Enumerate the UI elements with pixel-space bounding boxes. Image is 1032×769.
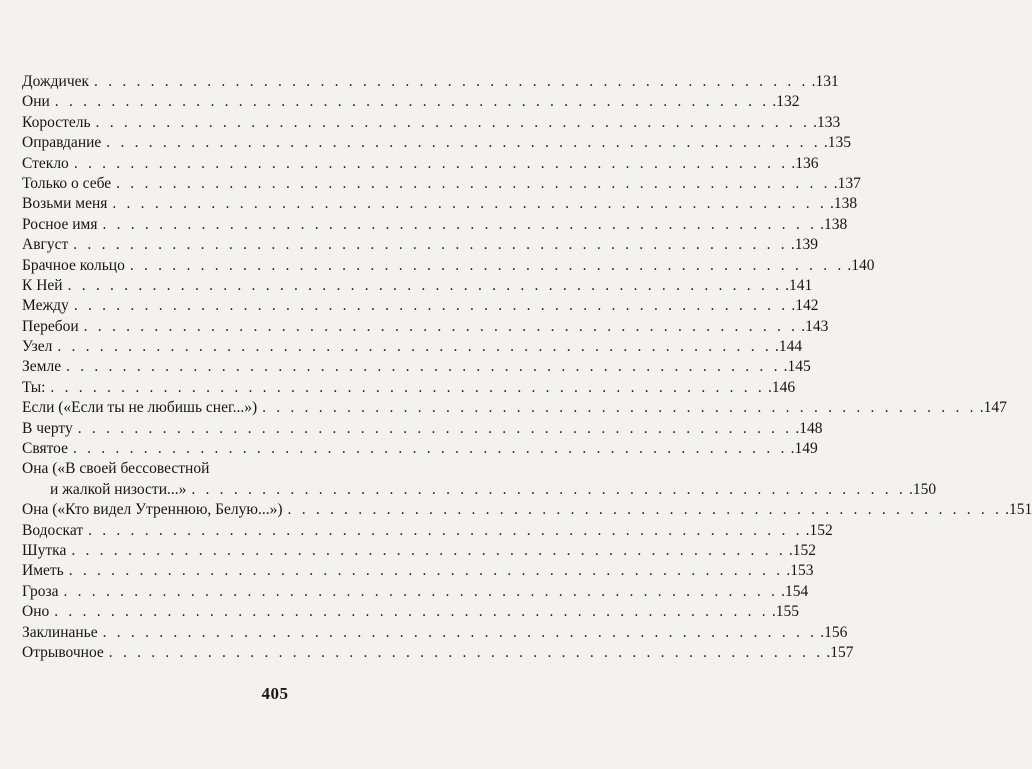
toc-leader: . . . . . . . . . . . . . . . . . . . . . . . . . . . . . . . . . . . . . . . . . . . . . . . . . . . — [54, 93, 770, 111]
toc-title: Возьми меня — [22, 195, 108, 213]
toc-entry — [22, 582, 809, 602]
toc-entry — [22, 215, 848, 235]
toc-title: Оправдание — [22, 134, 102, 152]
toc-leader: . . . . . . . . . . . . . . . . . . . . . . . . . . . . . . . . . . . . . . . . . . . . . . . . . . . — [71, 541, 786, 559]
toc-title: Узел — [22, 338, 53, 356]
toc-entry — [22, 419, 823, 439]
toc-entry — [22, 521, 833, 541]
toc-entry — [22, 378, 796, 398]
toc-title: Дождичек — [22, 73, 90, 90]
toc-title: и жалкой низости...» — [50, 480, 187, 498]
toc-entry — [22, 256, 875, 276]
toc-entry — [22, 235, 818, 255]
toc-leader: . . . . . . . . . . . . . . . . . . . . . . . . . . . . . . . . . . . . . . . . . . . . . . . . . . . — [108, 643, 824, 661]
toc-page: .157 — [826, 643, 854, 661]
table-of-contents — [22, 72, 1032, 663]
toc-entry — [22, 541, 817, 561]
page-number: 405 — [261, 684, 289, 703]
toc-leader: . . . . . . . . . . . . . . . . . . . . . . . . . . . . . . . . . . . . . . . . . . . . . . . . . . . — [83, 317, 799, 335]
toc-page: .139 — [790, 236, 818, 254]
toc-title: Только о себе — [22, 174, 112, 192]
toc-page: .132 — [772, 93, 800, 111]
toc-leader: . . . . . . . . . . . . . . . . . . . . . . . . . . . . . . . . . . . . . . . . . . . . . . . . . . . — [287, 501, 1003, 519]
toc-title: Август — [22, 236, 69, 254]
toc-leader: . . . . . . . . . . . . . . . . . . . . . . . . . . . . . . . . . . . . . . . . . . . . . . . . . . . — [50, 378, 765, 396]
toc-leader: . . . . . . . . . . . . . . . . . . . . . . . . . . . . . . . . . . . . . . . . . . . . . . . . . . . — [112, 195, 827, 213]
toc-page: .153 — [786, 562, 814, 580]
toc-page: .149 — [790, 440, 818, 458]
toc-leader: . . . . . . . . . . . . . . . . . . . . . . . . . . . . . . . . . . . . . . . . . . . . . . . . . . . — [68, 562, 784, 580]
toc-entry — [22, 276, 813, 296]
toc-title: К Ней — [22, 276, 63, 294]
toc-entry — [22, 154, 819, 174]
toc-page: .154 — [781, 582, 809, 600]
toc-page: .152 — [805, 521, 833, 539]
toc-page: .141 — [785, 276, 813, 294]
toc-title: Ты: — [22, 378, 46, 396]
toc-leader: . . . . . . . . . . . . . . . . . . . . . . . . . . . . . . . . . . . . . . . . . . . . . . . . . . . — [102, 623, 818, 641]
toc-title: Перебои — [22, 317, 79, 335]
toc-title: Если («Если ты не любишь снег...») — [22, 399, 258, 417]
toc-title: Стекло — [22, 154, 69, 172]
toc-entry — [22, 296, 819, 316]
toc-entry — [22, 561, 814, 581]
toc-page: .137 — [833, 174, 861, 192]
toc-entry — [22, 500, 1032, 520]
toc-entry-first-line — [22, 459, 460, 479]
toc-entry — [22, 643, 854, 663]
toc-title: Росное имя — [22, 215, 98, 233]
toc-leader: . . . . . . . . . . . . . . . . . . . . . . . . . . . . . . . . . . . . . . . . . . . . . . . . . . . — [77, 419, 793, 437]
toc-entry — [22, 357, 811, 377]
toc-page: .152 — [788, 541, 817, 559]
toc-page: .145 — [783, 358, 811, 376]
toc-title: Они — [22, 93, 50, 111]
toc-leader: . . . . . . . . . . . . . . . . . . . . . . . . . . . . . . . . . . . . . . . . . . . . . . . . . . . — [73, 236, 788, 254]
toc-leader: . . . . . . . . . . . . . . . . . . . . . . . . . . . . . . . . . . . . . . . . . . . . . . . . . . . — [94, 73, 809, 90]
toc-page: .133 — [813, 113, 841, 131]
toc-leader: . . . . . . . . . . . . . . . . . . . . . . . . . . . . . . . . . . . . . . . . . . . . . . . . . . . — [262, 399, 977, 417]
toc-leader: . . . . . . . . . . . . . . . . . . . . . . . . . . . . . . . . . . . . . . . . . . . . . . . . . . . — [106, 134, 821, 152]
toc-title: В черту — [22, 419, 73, 437]
toc-title: Она («Кто видел Утреннюю, Белую...») — [22, 501, 283, 519]
toc-title-line1: Она («В своей бессовестной — [22, 460, 210, 478]
toc-entry — [22, 92, 800, 112]
toc-title: Отрывочное — [22, 643, 104, 661]
toc-entry — [22, 439, 818, 459]
toc-page: .131 — [811, 73, 839, 90]
toc-leader: . . . . . . . . . . . . . . . . . . . . . . . . . . . . . . . . . . . . . . . . . . . . . . . . . . . — [116, 174, 831, 192]
toc-leader: . . . . . . . . . . . . . . . . . . . . . . . . . . . . . . . . . . . . . . . . . . . . . . . . . . . — [72, 440, 788, 458]
toc-title: Брачное кольцо — [22, 256, 125, 274]
toc-page: .143 — [801, 317, 829, 335]
toc-entry — [22, 602, 799, 622]
toc-page: .138 — [829, 195, 858, 213]
toc-leader: . . . . . . . . . . . . . . . . . . . . . . . . . . . . . . . . . . . . . . . . . . . . . . . . . . . — [129, 256, 845, 274]
toc-leader: . . . . . . . . . . . . . . . . . . . . . . . . . . . . . . . . . . . . . . . . . . . . . . . . . . . — [73, 154, 789, 172]
toc-leader: . . . . . . . . . . . . . . . . . . . . . . . . . . . . . . . . . . . . . . . . . . . . . . . . . . . — [88, 521, 803, 539]
toc-page: .140 — [847, 256, 875, 274]
toc-title: Иметь — [22, 562, 64, 580]
toc-leader: . . . . . . . . . . . . . . . . . . . . . . . . . . . . . . . . . . . . . . . . . . . . . . . . . . . — [102, 215, 818, 233]
toc-title: Коростель — [22, 113, 91, 131]
toc-title: Водоскат — [22, 521, 84, 539]
toc-entry — [22, 72, 839, 92]
toc-entry — [22, 174, 861, 194]
toc-page: .146 — [768, 378, 796, 396]
toc-page: .150 — [908, 480, 937, 498]
toc-entry — [22, 194, 858, 214]
toc-title: Святое — [22, 440, 68, 458]
toc-entry — [22, 317, 829, 337]
toc-entry — [22, 337, 803, 357]
toc-leader: . . . . . . . . . . . . . . . . . . . . . . . . . . . . . . . . . . . . . . . . . . . . . . . . . . . — [67, 276, 783, 294]
toc-title: Гроза — [22, 582, 59, 600]
toc-leader: . . . . . . . . . . . . . . . . . . . . . . . . . . . . . . . . . . . . . . . . . . . . . . . . . . . — [95, 113, 811, 131]
toc-title: Заклинанье — [22, 623, 98, 641]
toc-leader: . . . . . . . . . . . . . . . . . . . . . . . . . . . . . . . . . . . . . . . . . . . . . . . . . . . — [73, 297, 789, 315]
toc-leader: . . . . . . . . . . . . . . . . . . . . . . . . . . . . . . . . . . . . . . . . . . . . . . . . . . . — [66, 358, 781, 376]
toc-leader: . . . . . . . . . . . . . . . . . . . . . . . . . . . . . . . . . . . . . . . . . . . . . . . . . . . — [57, 338, 772, 356]
toc-page: .138 — [820, 215, 848, 233]
toc-page: .155 — [771, 603, 799, 621]
toc-page: .136 — [791, 154, 819, 172]
toc-leader: . . . . . . . . . . . . . . . . . . . . . . . . . . . . . . . . . . . . . . . . . . . . . . . . . . . — [63, 582, 779, 600]
toc-title: Шутка — [22, 541, 67, 559]
toc-entry — [22, 133, 851, 153]
toc-title: Оно — [22, 603, 50, 621]
toc-page: .151 — [1005, 501, 1032, 519]
toc-title: Земле — [22, 358, 62, 376]
toc-page: .135 — [823, 134, 851, 152]
toc-page: .148 — [795, 419, 823, 437]
toc-page: .156 — [820, 623, 848, 641]
toc-entry — [22, 623, 848, 643]
toc-page: .144 — [774, 338, 803, 356]
toc-title: Между — [22, 297, 69, 315]
toc-leader: . . . . . . . . . . . . . . . . . . . . . . . . . . . . . . . . . . . . . . . . . . . . . . . . . . . — [191, 480, 906, 498]
toc-page: .142 — [791, 297, 819, 315]
toc-page: .147 — [979, 399, 1007, 417]
toc-entry — [22, 113, 841, 133]
toc-entry — [22, 480, 937, 500]
toc-entry — [22, 398, 1007, 418]
toc-leader: . . . . . . . . . . . . . . . . . . . . . . . . . . . . . . . . . . . . . . . . . . . . . . . . . . . — [54, 603, 769, 621]
